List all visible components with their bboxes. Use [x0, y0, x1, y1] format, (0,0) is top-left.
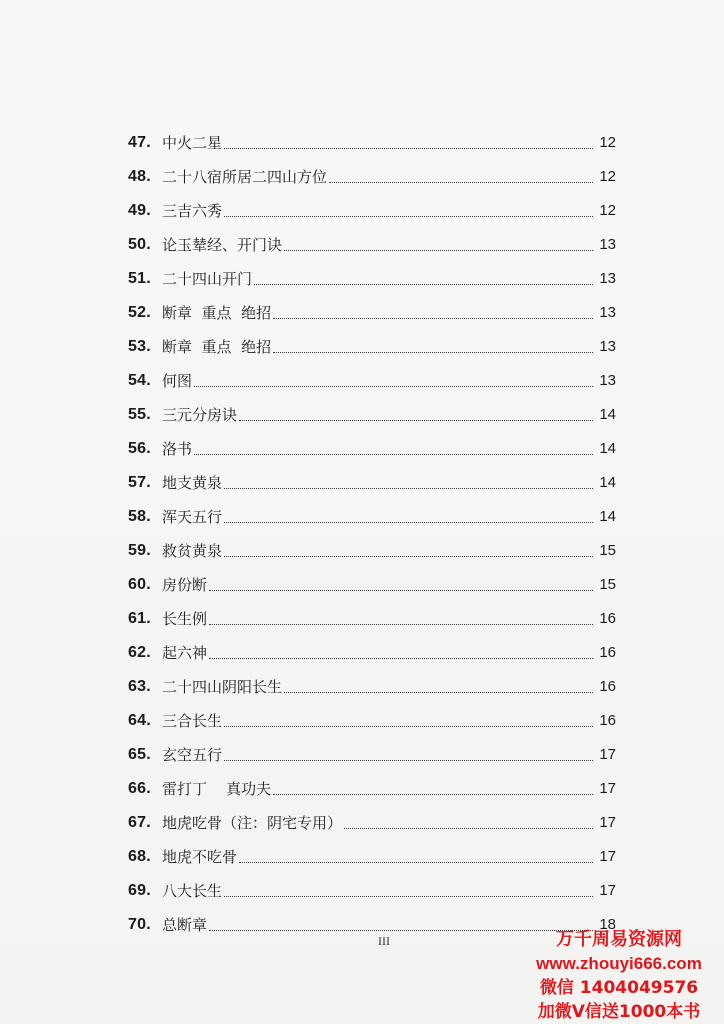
toc-entry-number: 55. — [128, 406, 151, 423]
toc-entry-number: 67. — [128, 814, 151, 831]
toc-entry-page-number: 16 — [599, 644, 616, 661]
toc-entry-number: 53. — [128, 338, 151, 355]
toc-entry-number: 56. — [128, 440, 151, 457]
toc-entry-page-number: 18 — [599, 916, 616, 933]
toc-entry — [128, 392, 616, 426]
toc-entry-number: 60. — [128, 576, 151, 593]
toc-entry-number: 48. — [128, 168, 151, 185]
watermark-line-promo: 加微V信送1000本书 — [537, 1002, 701, 1022]
toc-entry-title: 二十四山开门 — [162, 270, 253, 288]
toc-entry-page-number: 16 — [599, 678, 616, 695]
toc-entry — [128, 800, 616, 834]
toc-entry-number: 54. — [128, 372, 151, 389]
toc-entry-title: 三元分房诀 — [162, 406, 238, 424]
toc-entry-page-number: 14 — [599, 440, 616, 457]
toc-dot-leader — [224, 725, 593, 727]
toc-entry-number: 52. — [128, 304, 151, 321]
toc-dot-leader — [344, 827, 593, 829]
toc-dot-leader — [284, 691, 593, 693]
toc-entry-title: 八大长生 — [162, 882, 223, 900]
toc-dot-leader — [209, 657, 593, 659]
toc-entry-number: 63. — [128, 678, 151, 695]
toc-entry-number: 66. — [128, 780, 151, 797]
toc-entry — [128, 664, 616, 698]
toc-dot-leader — [224, 215, 593, 217]
toc-entry — [128, 460, 616, 494]
toc-entry-number: 59. — [128, 542, 151, 559]
toc-entry-title: 长生例 — [162, 610, 208, 628]
toc-entry-title: 断章 重点 绝招 — [162, 304, 272, 322]
toc-entry-number: 49. — [128, 202, 151, 219]
toc-entry-title: 地虎不吃骨 — [162, 848, 238, 866]
toc-entry-page-number: 15 — [599, 542, 616, 559]
toc-dot-leader — [273, 793, 593, 795]
toc-entry-number: 50. — [128, 236, 151, 253]
toc-entry-number: 47. — [128, 134, 151, 151]
toc-entry-page-number: 15 — [599, 576, 616, 593]
watermark-line-wechat: 微信 1404049576 — [539, 978, 699, 998]
toc-entry-title: 总断章 — [162, 916, 208, 934]
toc-entry-page-number: 17 — [599, 814, 616, 831]
toc-dot-leader — [224, 895, 593, 897]
toc-dot-leader — [273, 351, 593, 353]
toc-entry — [128, 834, 616, 868]
toc-entry-number: 58. — [128, 508, 151, 525]
toc-entry-page-number: 13 — [599, 338, 616, 355]
toc-dot-leader — [224, 521, 593, 523]
toc-entry-page-number: 17 — [599, 780, 616, 797]
toc-entry-page-number: 12 — [599, 168, 616, 185]
toc-entry-page-number: 14 — [599, 406, 616, 423]
toc-entry-page-number: 14 — [599, 508, 616, 525]
toc-dot-leader — [284, 249, 593, 251]
toc-entry — [128, 868, 616, 902]
toc-entry-title: 地支黄泉 — [162, 474, 223, 492]
toc-entry-page-number: 12 — [599, 202, 616, 219]
toc-entry-title: 地虎吃骨（注：阴宅专用） — [162, 814, 343, 832]
toc-dot-leader — [194, 453, 593, 455]
toc-entry-title: 三合长生 — [162, 712, 223, 730]
toc-entry-number: 61. — [128, 610, 151, 627]
toc-entry-page-number: 16 — [599, 610, 616, 627]
toc-dot-leader — [209, 623, 593, 625]
toc-entry-page-number: 13 — [599, 304, 616, 321]
toc-entry-page-number: 13 — [599, 372, 616, 389]
toc-entry-number: 51. — [128, 270, 151, 287]
toc-dot-leader — [239, 861, 593, 863]
toc-entry-number: 65. — [128, 746, 151, 763]
toc-entry-title: 雷打丁 真功夫 — [162, 780, 272, 798]
toc-entry-number: 64. — [128, 712, 151, 729]
table-of-contents — [128, 120, 616, 936]
watermark-line-url: www.zhouyi666.com — [536, 954, 702, 973]
toc-entry — [128, 290, 616, 324]
toc-entry-title: 房份断 — [162, 576, 208, 594]
toc-dot-leader — [209, 589, 593, 591]
toc-entry-number: 62. — [128, 644, 151, 661]
toc-entry-title: 断章 重点 绝招 — [162, 338, 272, 356]
toc-dot-leader — [224, 555, 593, 557]
toc-entry-title: 中火二星 — [162, 134, 223, 152]
toc-entry-page-number: 13 — [599, 270, 616, 287]
toc-entry-page-number: 16 — [599, 712, 616, 729]
toc-entry-title: 何图 — [162, 372, 193, 390]
toc-dot-leader — [254, 283, 593, 285]
toc-entry — [128, 188, 616, 222]
toc-entry-page-number: 12 — [599, 134, 616, 151]
toc-dot-leader — [224, 487, 593, 489]
toc-dot-leader — [224, 147, 593, 149]
toc-entry-page-number: 17 — [599, 746, 616, 763]
page-folio: III — [378, 934, 390, 948]
toc-entry-page-number: 13 — [599, 236, 616, 253]
toc-entry — [128, 562, 616, 596]
toc-entry-number: 68. — [128, 848, 151, 865]
toc-entry — [128, 732, 616, 766]
toc-entry-title: 论玉辇经、开门诀 — [162, 236, 283, 254]
toc-entry — [128, 222, 616, 256]
toc-entry — [128, 698, 616, 732]
toc-dot-leader — [239, 419, 593, 421]
toc-entry-title: 救贫黄泉 — [162, 542, 223, 560]
toc-entry-title: 起六神 — [162, 644, 208, 662]
toc-entry-title: 洛书 — [162, 440, 193, 458]
toc-entry — [128, 630, 616, 664]
toc-entry — [128, 596, 616, 630]
toc-dot-leader — [194, 385, 593, 387]
toc-entry — [128, 324, 616, 358]
toc-entry-page-number: 17 — [599, 882, 616, 899]
toc-entry-title: 玄空五行 — [162, 746, 223, 764]
toc-entry — [128, 154, 616, 188]
toc-entry-title: 二十四山阴阳长生 — [162, 678, 283, 696]
toc-entry-number: 57. — [128, 474, 151, 491]
toc-entry — [128, 358, 616, 392]
toc-entry-number: 70. — [128, 916, 151, 933]
toc-entry-number: 69. — [128, 882, 151, 899]
toc-dot-leader — [224, 759, 593, 761]
toc-entry-title: 三吉六秀 — [162, 202, 223, 220]
toc-dot-leader — [329, 181, 593, 183]
toc-entry — [128, 494, 616, 528]
watermark-line-site-name: 万千周易资源网 — [556, 929, 682, 950]
toc-entry-page-number: 14 — [599, 474, 616, 491]
toc-entry-title: 浑天五行 — [162, 508, 223, 526]
toc-entry — [128, 528, 616, 562]
toc-dot-leader — [273, 317, 593, 319]
toc-entry-page-number: 17 — [599, 848, 616, 865]
toc-entry — [128, 426, 616, 460]
watermark — [516, 928, 722, 1024]
toc-entry-title: 二十八宿所居二四山方位 — [162, 168, 328, 186]
toc-entry — [128, 120, 616, 154]
toc-entry — [128, 256, 616, 290]
toc-entry — [128, 766, 616, 800]
